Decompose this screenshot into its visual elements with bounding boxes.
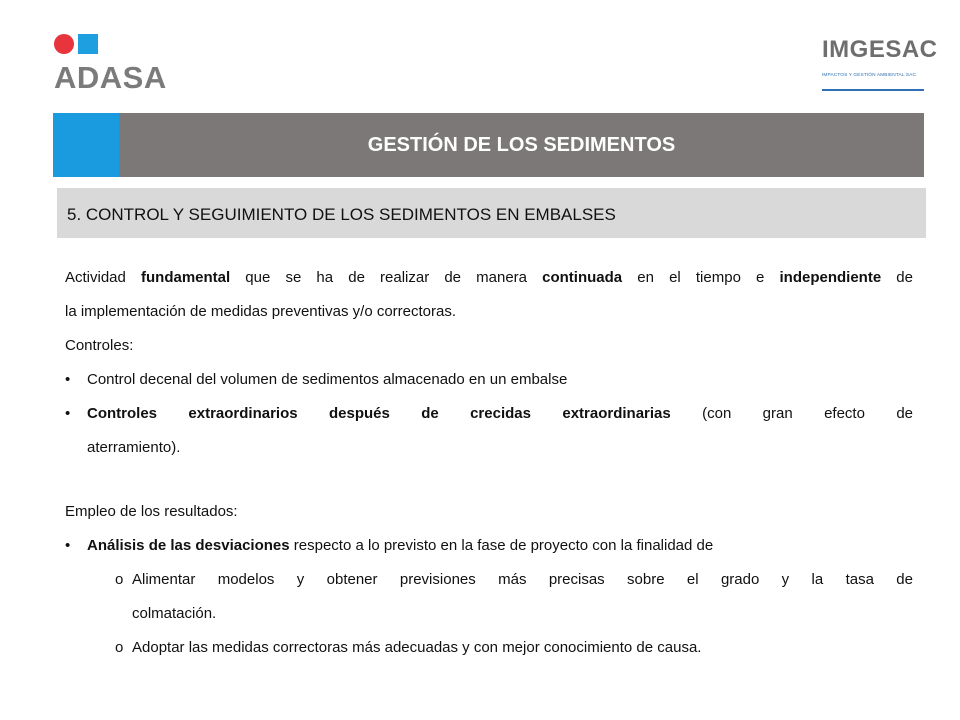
imgesac-logo-underline	[822, 89, 924, 91]
paragraph-intro-line1	[65, 268, 913, 288]
intro-bold-continuada: continuada	[542, 269, 623, 286]
empleo-label: Empleo de los resultados:	[65, 503, 238, 520]
imgesac-logo-text: IMGESAC	[822, 36, 938, 63]
controles-label: Controles:	[65, 337, 134, 354]
controles-item-2-line1	[87, 404, 913, 424]
section-title: 5. CONTROL Y SEGUIMIENTO DE LOS SEDIMENTOS EN EMBALSES	[67, 205, 616, 224]
empleo-sub-1-line2: colmatación.	[132, 605, 217, 622]
empleo-sub-1-line1: Alimentar modelos y obtener previsiones más precisas sobre el grado y la tasa de	[132, 571, 913, 588]
empleo-item-1-bold: Análisis de las desviaciones	[87, 537, 290, 554]
controles-item-2-line2: aterramiento).	[87, 439, 181, 456]
paragraph-intro-line2: la implementación de medidas preventivas y/o correctoras.	[65, 303, 457, 320]
intro-bold-independiente: independiente	[779, 269, 882, 286]
intro-text-4: de	[881, 269, 913, 286]
imgesac-logo	[820, 36, 938, 96]
logo-blue-square-icon	[78, 34, 98, 54]
adasa-logo-text: ADASA	[54, 60, 167, 95]
intro-text-1: Actividad	[65, 269, 141, 286]
slide-title: GESTIÓN DE LOS SEDIMENTOS	[367, 134, 676, 156]
controles-item-1: Control decenal del volumen de sedimentos almacenado en un embalse	[87, 371, 568, 388]
adasa-logo	[54, 34, 184, 96]
intro-bold-fundamental: fundamental	[141, 269, 231, 286]
bullet-icon: •	[65, 537, 71, 554]
title-accent-block	[53, 113, 119, 177]
bullet-icon: •	[65, 371, 71, 388]
empleo-sub-2: Adoptar las medidas correctoras más adecuadas y con mejor conocimiento de causa.	[132, 639, 702, 656]
sub-bullet-icon: o	[115, 571, 124, 588]
controles-item-2-rest: (con gran efecto de	[670, 405, 913, 422]
section-header	[57, 188, 926, 238]
intro-text-3: en el tiempo e	[622, 269, 780, 286]
controles-item-2-bold: Controles extraordinarios después de crecidas extraordinarias	[87, 405, 671, 422]
logo-red-circle-icon	[54, 34, 74, 54]
bullet-icon: •	[65, 405, 71, 422]
intro-text-2: que se ha de realizar de manera	[230, 269, 543, 286]
imgesac-logo-subtitle: IMPACTOS Y GESTIÓN AMBIENTAL SAC	[822, 73, 917, 78]
sub-bullet-icon: o	[115, 639, 124, 656]
empleo-item-1	[87, 536, 713, 556]
title-bar	[53, 113, 924, 177]
empleo-item-1-rest: respecto a lo previsto en la fase de proyecto con la finalidad de	[289, 537, 714, 554]
